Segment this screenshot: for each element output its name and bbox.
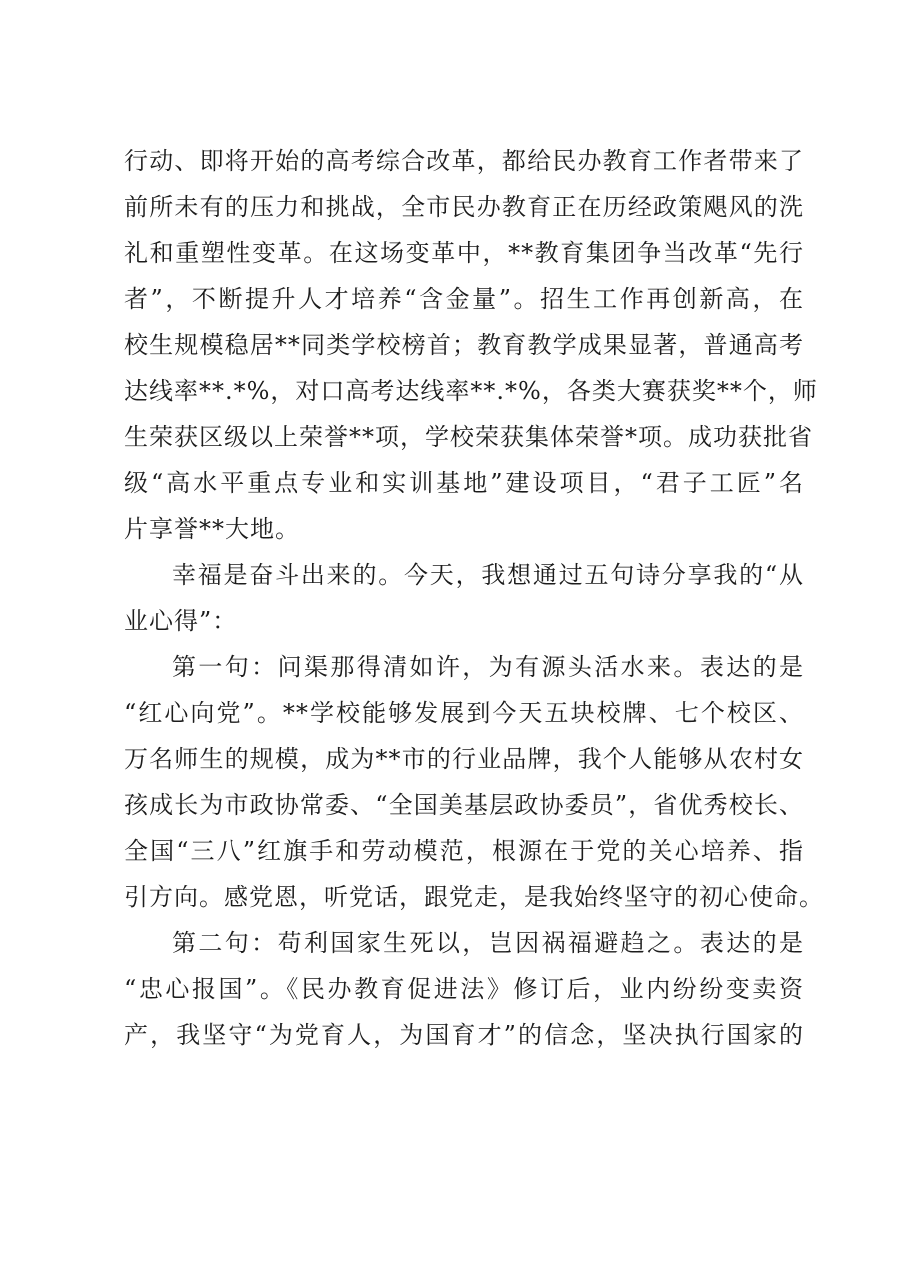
text-line: 引方向。感党恩，听党话，跟党走，是我始终坚守的初心使命。 — [124, 883, 824, 911]
body-text — [124, 138, 824, 1058]
text-line: 者”，不断提升人才培养“含金量”。招生工作再创新高，在 — [124, 285, 804, 313]
text-line: 校生规模稳居**同类学校榜首；教育教学成果显著，普通高考 — [124, 331, 804, 359]
text-line: 第一句：问渠那得清如许，为有源头活水来。表达的是 — [172, 653, 804, 681]
text-line: 礼和重塑性变革。在这场变革中，**教育集团争当改革“先行 — [124, 239, 804, 267]
text-line: 级“高水平重点专业和实训基地”建设项目，“君子工匠”名 — [124, 469, 804, 497]
text-line: 全国“三八”红旗手和劳动模范，根源在于党的关心培养、指 — [124, 837, 804, 865]
text-line: 行动、即将开始的高考综合改革，都给民办教育工作者带来了 — [124, 147, 804, 175]
text-line: 幸福是奋斗出来的。今天，我想通过五句诗分享我的“从 — [172, 561, 804, 589]
text-line: 片享誉**大地。 — [124, 515, 300, 543]
text-line: 达线率**.*%，对口高考达线率**.*%，各类大赛获奖**个，师 — [124, 377, 818, 405]
text-line: 生荣获区级以上荣誉**项，学校荣获集体荣誉*项。成功获批省 — [124, 423, 813, 451]
text-line: “红心向党”。**学校能够发展到今天五块校牌、七个校区、 — [124, 699, 804, 727]
text-line: 第二句：苟利国家生死以，岂因祸福避趋之。表达的是 — [172, 929, 804, 957]
text-line: 业心得”： — [124, 607, 238, 635]
text-line: 前所未有的压力和挑战，全市民办教育正在历经政策飓风的洗 — [124, 193, 804, 221]
text-line: 孩成长为市政协常委、“全国美基层政协委员”，省优秀校长、 — [124, 791, 804, 819]
text-line: 产，我坚守“为党育人，为国育才”的信念，坚决执行国家的 — [124, 1021, 804, 1049]
text-line: “忠心报国”。《民办教育促进法》修订后，业内纷纷变卖资 — [124, 975, 804, 1003]
text-line: 万名师生的规模，成为**市的行业品牌，我个人能够从农村女 — [124, 745, 804, 773]
